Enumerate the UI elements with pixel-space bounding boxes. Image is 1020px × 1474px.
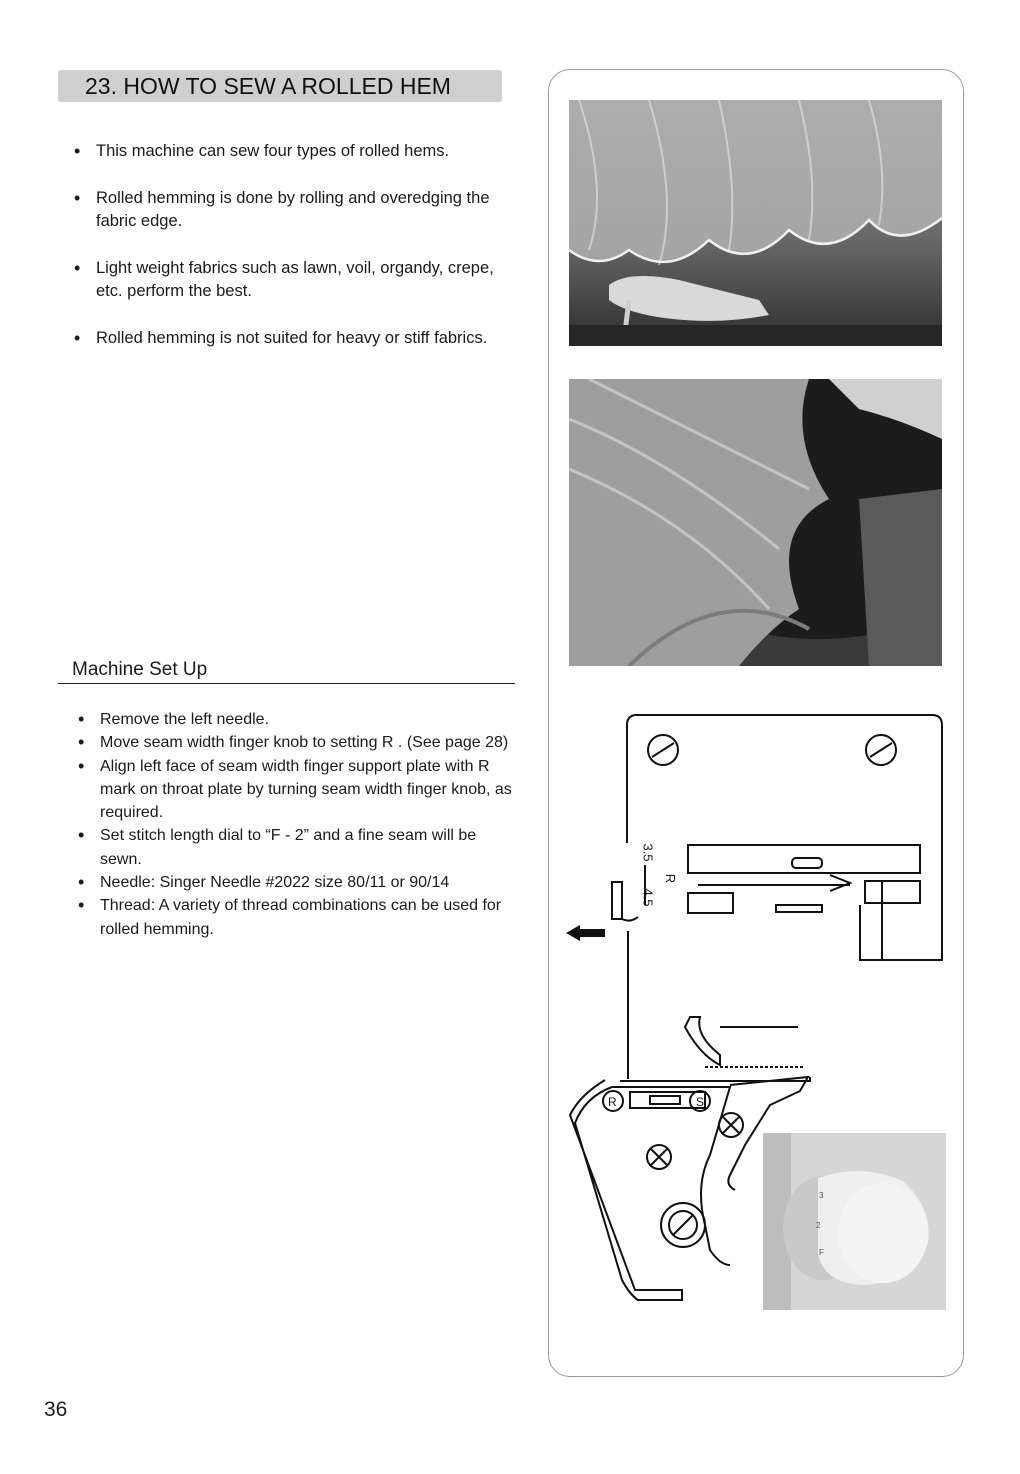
diagram-label-center: R — [663, 873, 679, 884]
list-item: • Align left face of seam width finger support plate with R mark on throat plate by turning seam width finger knob, as required. — [78, 755, 518, 825]
dress-hem-photo — [569, 100, 942, 346]
diagram-badge-right: S — [696, 1095, 705, 1109]
dial-number-2: 2 — [816, 1221, 821, 1230]
setup-list — [78, 708, 518, 941]
stitch-dial-photo — [763, 1133, 946, 1310]
diagram-label-right: 4.5 — [640, 888, 656, 907]
diagram-badge-left: R — [608, 1095, 617, 1109]
list-item: • Set stitch length dial to “F - 2” and a fine seam will be sewn. — [78, 824, 518, 871]
setup-heading: Machine Set Up — [58, 658, 515, 684]
intro-list — [74, 140, 514, 374]
list-item: • Move seam width finger knob to setting R . (See page 28) — [78, 731, 518, 754]
list-item: • Rolled hemming is done by rolling and overedging the fabric edge. — [74, 187, 514, 233]
dial-number-f: F — [819, 1248, 824, 1257]
section-title: 23. HOW TO SEW A ROLLED HEM — [58, 70, 502, 102]
list-item: • Light weight fabrics such as lawn, voil, organdy, crepe, etc. perform the best. — [74, 257, 514, 303]
folded-fabric-photo — [569, 379, 942, 666]
dial-number-3: 3 — [819, 1191, 824, 1200]
list-item: • Remove the left needle. — [78, 708, 518, 731]
page-number: 36 — [44, 1398, 68, 1421]
list-item: • This machine can sew four types of rolled hems. — [74, 140, 514, 163]
list-item: • Thread: A variety of thread combinations can be used for rolled hemming. — [78, 894, 518, 941]
diagram-label-left: 3.5 — [640, 843, 656, 862]
list-item: • Needle: Singer Needle #2022 size 80/11 or 90/14 — [78, 871, 518, 894]
list-item: • Rolled hemming is not suited for heavy or stiff fabrics. — [74, 327, 514, 350]
